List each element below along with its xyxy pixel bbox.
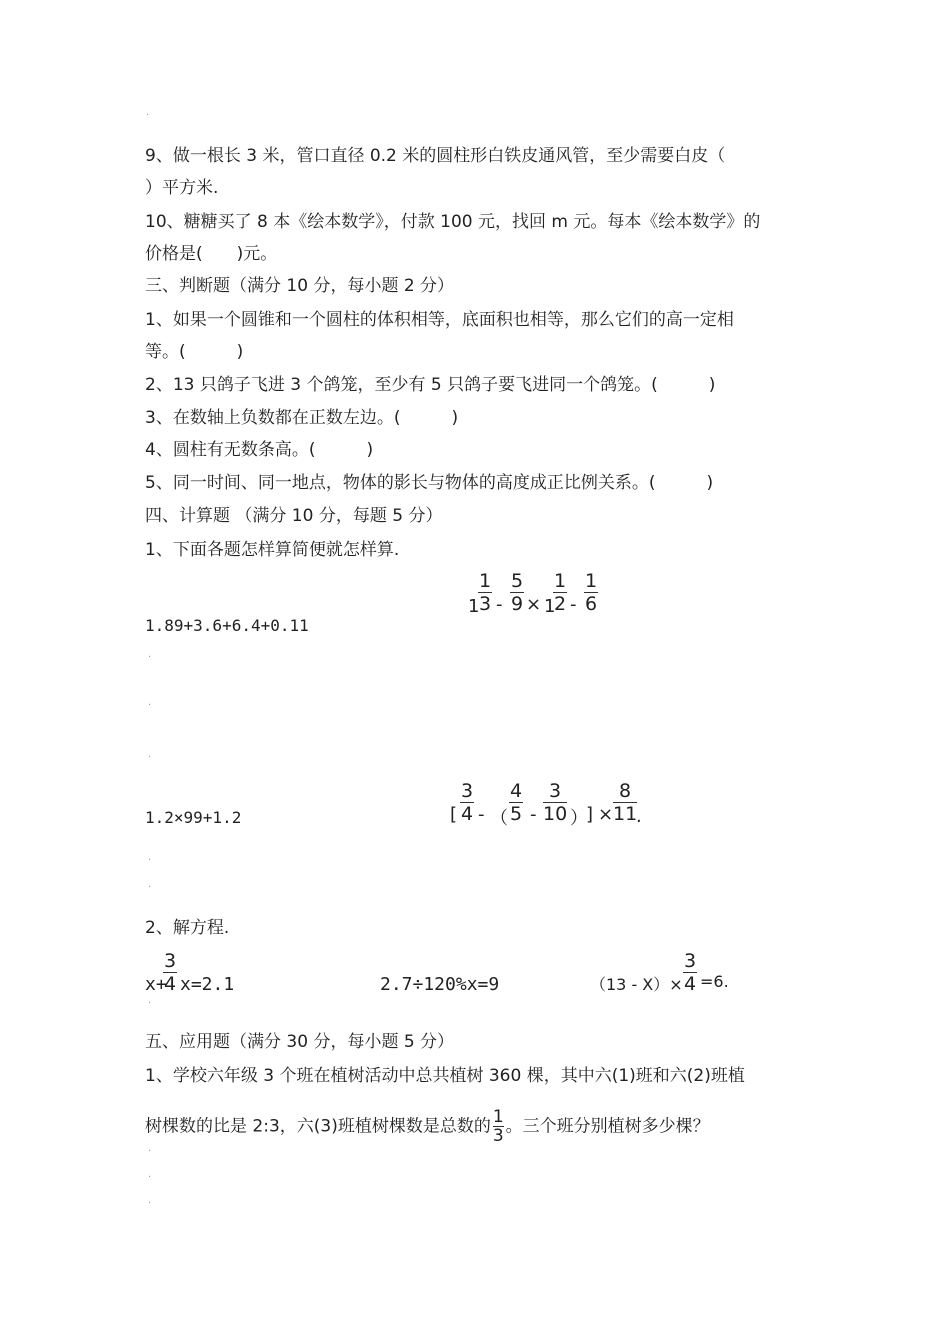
eq3-pre: （13 - X）× — [590, 975, 683, 994]
e4-frac1: $\frac{3}{4}$ — [461, 780, 474, 825]
calc-q1: 1、下面各题怎样算简便就怎样算. — [145, 540, 400, 560]
judge-heading: 三、判断题（满分 10 分，每小题 2 分） — [145, 276, 455, 296]
app-q1-line2-post: 。三个班分别植树多少棵？ — [505, 1116, 710, 1137]
margin-mark: · — [148, 1198, 152, 1209]
e3-op3: - — [570, 594, 577, 615]
e4-left-bracket: [ — [450, 804, 458, 825]
e3-frac4: $\frac{1}{6}$ — [585, 570, 598, 615]
margin-mark: · — [148, 1146, 152, 1157]
app-q1-line1: 1、学校六年级 3 个班在植树活动中总共植树 360 棵，其中六(1)班和六(2)班植 — [145, 1066, 745, 1086]
margin-mark: · — [148, 652, 152, 663]
calc-heading: 四、计算题 （满分 10 分，每题 5 分） — [145, 506, 443, 526]
eq1-pre: x+ — [145, 974, 167, 995]
e4-right-paren: ） — [570, 808, 588, 829]
margin-mark: · — [148, 1172, 152, 1183]
q10-line2: 价格是( )元。 — [145, 244, 278, 264]
eq3-post: =6. — [700, 972, 729, 991]
e3-op1: - — [496, 594, 503, 615]
e4-left-paren: （ — [490, 808, 508, 829]
e3-frac3: $\frac{1}{2}$ — [554, 570, 567, 615]
judge-q5: 5、同一时间、同一地点，物体的影长与物体的高度成正比例关系。( ) — [145, 473, 714, 493]
judge-q2: 2、13 只鸽子飞进 3 个鸽笼，至少有 5 只鸽子要飞进同一个鸽笼。( ) — [145, 375, 716, 395]
e4-frac2: $\frac{4}{5}$ — [510, 780, 523, 825]
judge-q1-line2: 等。( ) — [145, 342, 244, 362]
app-q1-line2-pre: 树棵数的比是 2:3，六(3)班植树棵数是总数的 — [145, 1116, 491, 1137]
margin-mark: · — [146, 110, 150, 121]
e3-frac2: $\frac{5}{9}$ — [511, 570, 524, 615]
eq1-post: x=2.1 — [180, 974, 235, 995]
e4-frac4: $\frac{8}{11}$ — [613, 780, 638, 825]
app-heading: 五、应用题（满分 30 分，每小题 5 分） — [145, 1032, 455, 1052]
margin-mark: · — [148, 752, 152, 763]
margin-mark: · — [148, 700, 152, 711]
judge-q4: 4、圆柱有无数条高。( ) — [145, 440, 374, 460]
judge-q1-line1: 1、如果一个圆锥和一个圆柱的体积相等，底面积也相等，那么它们的高一定相 — [145, 310, 734, 330]
eq3-frac: $\frac{3}{4}$ — [684, 950, 697, 995]
e3-whole1: 1 — [468, 596, 480, 617]
e3-op2: × — [526, 594, 542, 615]
e4-op1: - — [478, 804, 485, 825]
margin-mark: · — [148, 855, 152, 866]
calc-expr2: 1.2×99+1.2 — [145, 808, 242, 827]
q9-line2: ）平方米. — [145, 178, 219, 198]
q9-line1: 9、做一根长 3 米，管口直径 0.2 米的圆柱形白铁皮通风管，至少需要白皮（ — [145, 146, 726, 166]
judge-q3: 3、在数轴上负数都在正数左边。( ) — [145, 408, 459, 428]
margin-mark: · — [148, 998, 152, 1009]
e4-end: . — [636, 806, 642, 827]
app-q1-line2 — [145, 1108, 710, 1145]
e4-op2: - — [530, 804, 537, 825]
q10-line1: 10、糖糖买了 8 本《绘本数学》，付款 100 元，找回 m 元。每本《绘本数学》的 — [145, 212, 761, 232]
margin-mark: · — [148, 882, 152, 893]
calc-expr1: 1.89+3.6+6.4+0.11 — [145, 616, 309, 635]
e4-right-bracket: ] — [586, 804, 594, 825]
e4-frac3: $\frac{3}{10}$ — [543, 780, 568, 825]
eq1-frac: $\frac{3}{4}$ — [164, 950, 177, 995]
e3-whole2: 1 — [544, 596, 556, 617]
eq2: 2.7÷120%x=9 — [380, 974, 500, 995]
e3-frac1: $\frac{1}{3}$ — [479, 570, 492, 615]
e4-op3: × — [598, 804, 614, 825]
app-q1-fraction: $\frac{1}{3}$ — [492, 1107, 504, 1146]
calc-q2: 2、解方程. — [145, 918, 230, 938]
